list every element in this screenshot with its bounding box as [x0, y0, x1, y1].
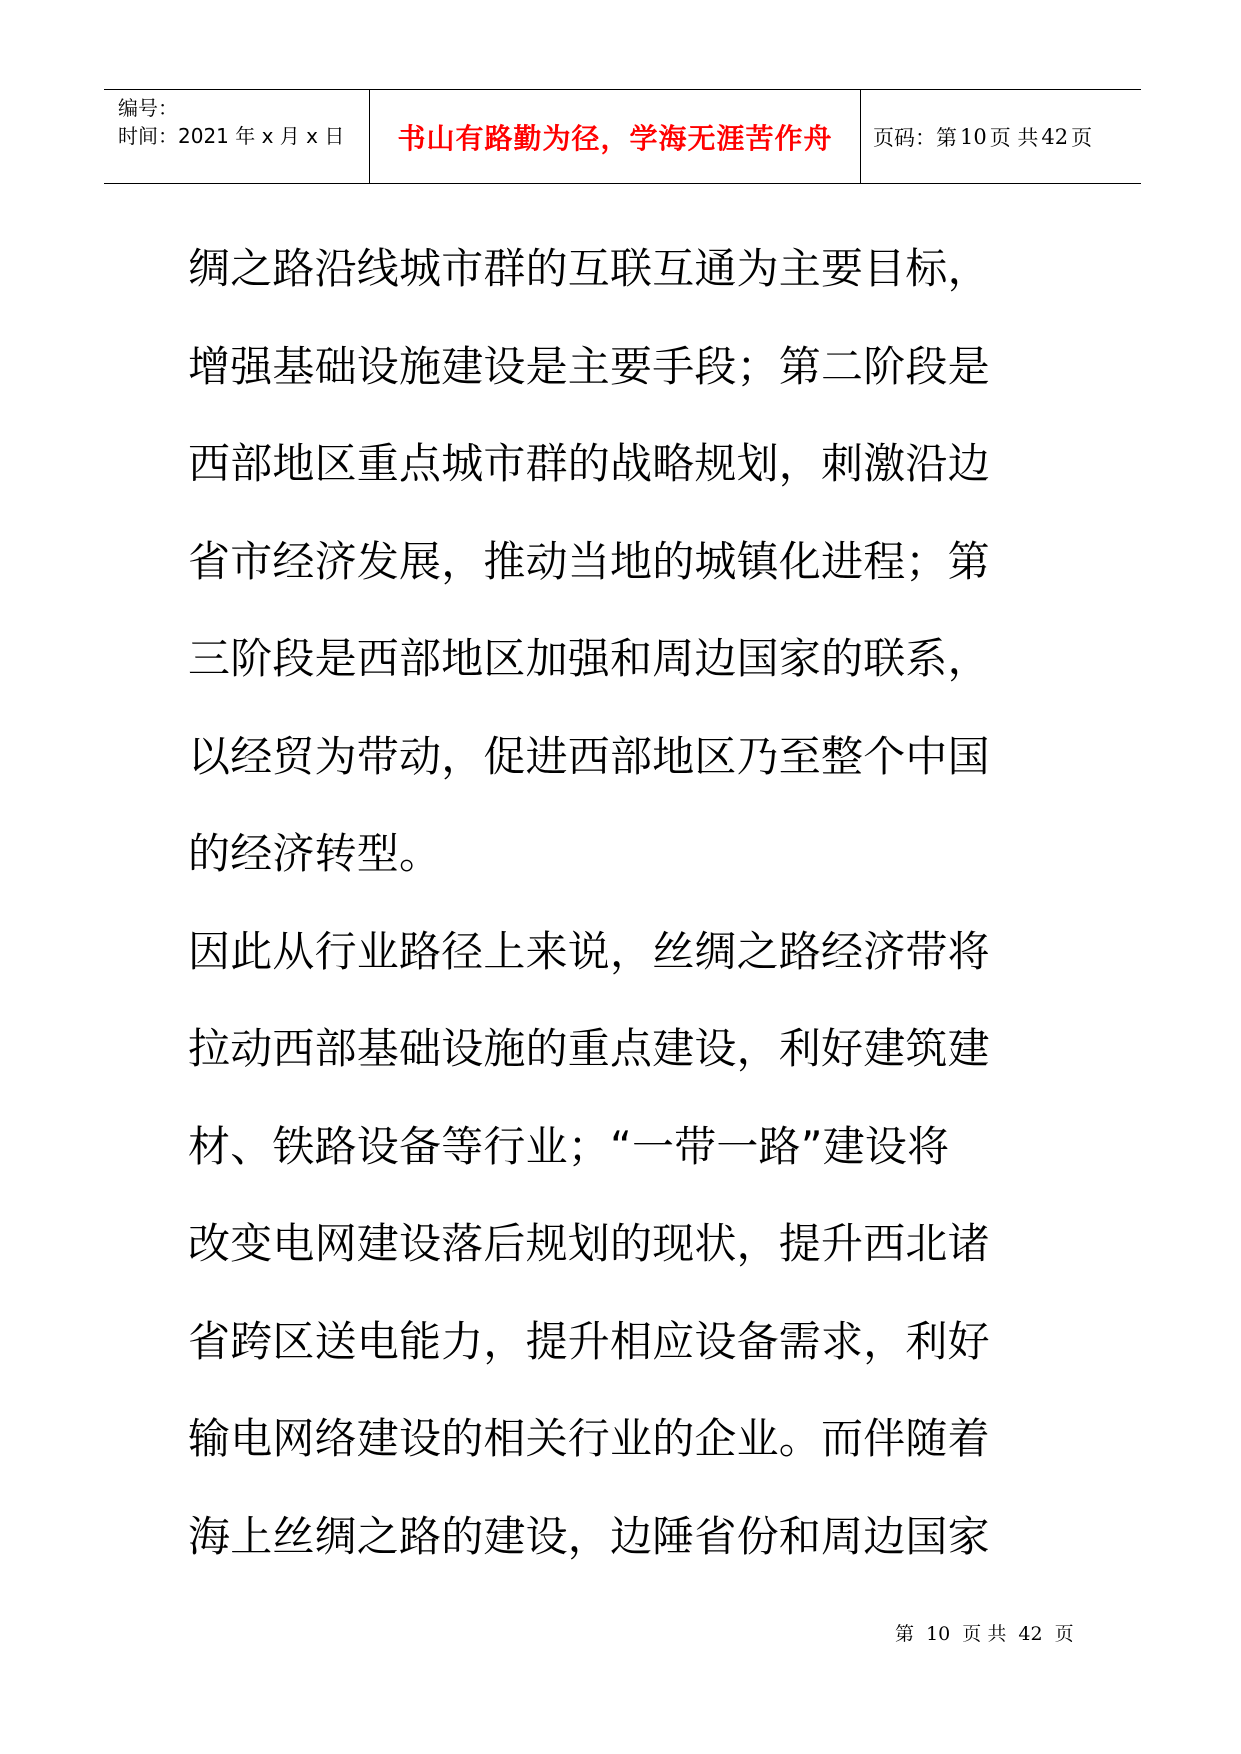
- page-footer: [895, 1619, 1080, 1646]
- header-page-current: 10: [960, 124, 987, 149]
- header-page-info: [861, 90, 1141, 183]
- text-line: 西部地区重点城市群的战略规划，刺激沿边: [188, 439, 990, 488]
- header-page-mid: 页 共: [989, 125, 1039, 150]
- page-header: [104, 89, 1141, 184]
- header-meta-cell: [104, 90, 370, 183]
- text-line: 以经贸为带动，促进西部地区乃至整个中国: [188, 731, 990, 781]
- text-line: 海上丝绸之路的建设，边陲省份和周边国家: [188, 1511, 990, 1561]
- text-line: 绸之路沿线城市群的互联互通为主要目标，: [188, 244, 990, 293]
- footer-current-page: 10: [926, 1623, 951, 1645]
- text-line: 省跨区送电能力，提升相应设备需求，利好: [188, 1316, 990, 1366]
- footer-prefix: 第: [895, 1623, 915, 1645]
- text-line: 省市经济发展，推动当地的城镇化进程；第: [188, 536, 990, 586]
- header-page-total: 42: [1041, 124, 1069, 149]
- text-line: 因此从行业路径上来说，丝绸之路经济带将: [188, 926, 990, 976]
- text-line: 改变电网建设落后规划的现状，提升西北诸: [188, 1219, 990, 1268]
- text-line: 增强基础设施建设是主要手段；第二阶段是: [188, 341, 990, 391]
- footer-mid: 页 共: [962, 1623, 1007, 1645]
- text-line: 输电网络建设的相关行业的企业。而伴随着: [188, 1414, 990, 1463]
- header-page-prefix: 页码：第: [873, 125, 957, 150]
- header-page-suffix: 页: [1071, 125, 1093, 150]
- footer-suffix: 页: [1054, 1623, 1074, 1645]
- body-text: [188, 220, 1098, 1585]
- serial-number-label: 编号：: [118, 96, 178, 120]
- time-label: 时间：2021 年 x 月 x 日: [118, 124, 345, 148]
- text-line: 拉动西部基础设施的重点建设，利好建筑建: [188, 1024, 990, 1073]
- header-motto: 书山有路勤为径，学海无涯苦作舟: [397, 121, 833, 155]
- text-line: 的经济转型。: [188, 829, 442, 878]
- header-motto-cell: [370, 90, 861, 183]
- footer-total-pages: 42: [1018, 1623, 1043, 1645]
- text-line: 三阶段是西部地区加强和周边国家的联系，: [188, 634, 990, 683]
- text-line: 材、铁路设备等行业；“一带一路”建设将: [188, 1121, 950, 1171]
